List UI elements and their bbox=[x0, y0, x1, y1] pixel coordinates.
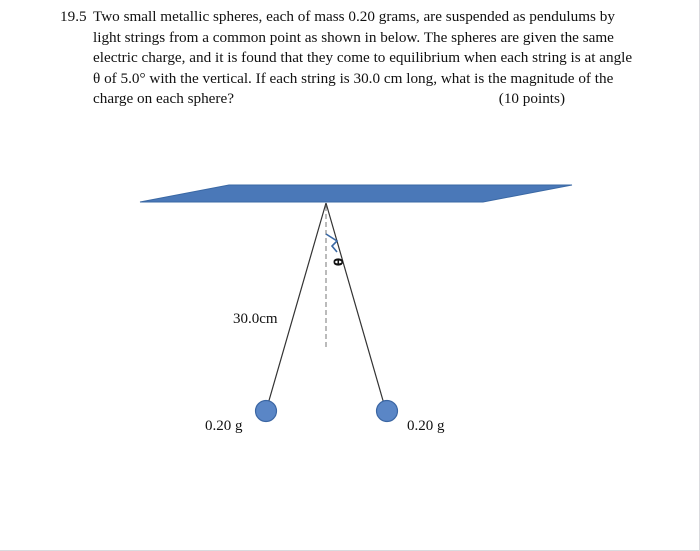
right-string bbox=[326, 203, 384, 404]
problem-line-4: θ of 5.0° with the vertical. If each string is 30.0 cm long, what is the magnitude of the bbox=[93, 69, 614, 87]
problem-line-1: Two small metallic spheres, each of mass 0.20 grams, are suspended as pendulums by bbox=[93, 8, 615, 25]
theta-label: θ bbox=[330, 257, 345, 267]
string-length-label: 30.0cm bbox=[233, 311, 278, 327]
ceiling-bar bbox=[140, 185, 572, 202]
left-sphere bbox=[256, 401, 277, 422]
points-label: (10 points) bbox=[498, 90, 565, 107]
problem-question-end: charge on each sphere? bbox=[93, 90, 234, 107]
left-mass-label: 0.20 g bbox=[205, 418, 243, 434]
right-mass-label: 0.20 g bbox=[407, 418, 445, 434]
problem-line-3: electric charge, and it is found that they come to equilibrium when each string is at angle bbox=[93, 49, 633, 66]
problem-number: 19.5 bbox=[60, 8, 87, 25]
problem-line-2: light strings from a common point as shown in below. The spheres are given the same bbox=[93, 28, 614, 46]
left-string bbox=[268, 203, 326, 404]
right-sphere bbox=[377, 401, 398, 422]
